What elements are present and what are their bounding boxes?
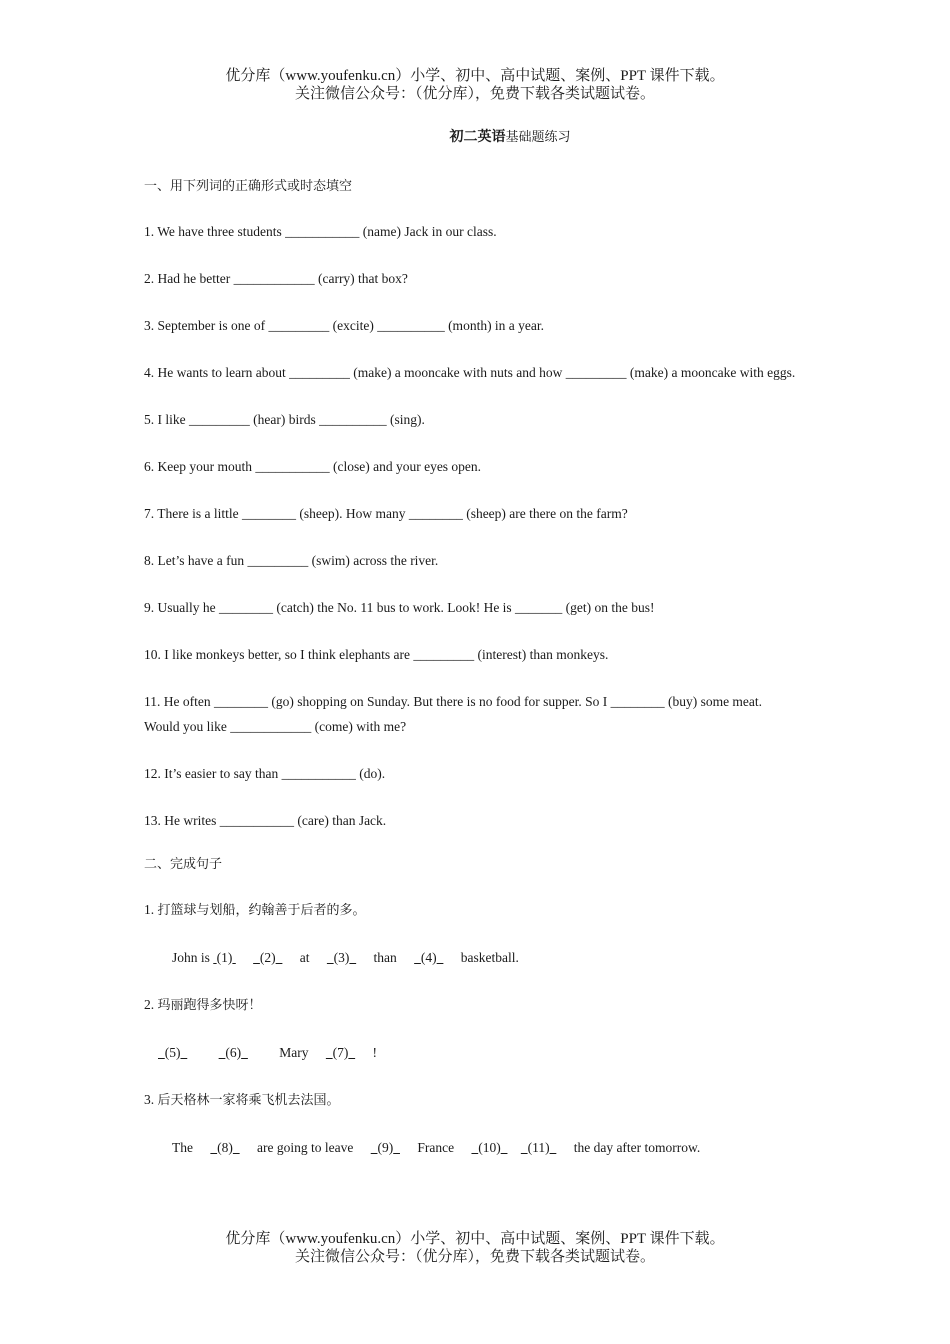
sentence-line-2 xyxy=(144,1040,809,1065)
translation-item-3 xyxy=(144,1087,809,1113)
translation-item-1 xyxy=(144,897,809,923)
blank-1: (1) xyxy=(216,950,233,965)
item-number: 3. xyxy=(144,1092,155,1107)
word: John is xyxy=(172,950,210,965)
question-6: 6. Keep your mouth ___________ (close) and your eyes open. xyxy=(144,459,482,474)
word: than xyxy=(373,950,397,965)
sentence-line-1 xyxy=(144,945,809,970)
blank-4: (4) xyxy=(420,950,437,965)
sentence-line-3 xyxy=(144,1135,809,1160)
header-line-1: 优分库（www.youfenku.cn）小学、初中、高中试题、案例、PPT 课件下载。 xyxy=(225,68,725,84)
question-9: 9. Usually he ________ (catch) the No. 11 bus to work. Look! He is _______ (get) on the bus! xyxy=(144,600,655,615)
page-footer xyxy=(0,1230,950,1266)
word: the day after tomorrow. xyxy=(573,1140,701,1155)
question-4: 4. He wants to learn about _________ (make) a mooncake with nuts and how _________ (make) a mooncake with eggs. xyxy=(144,365,796,380)
blank-7: (7) xyxy=(332,1045,349,1060)
blank-6: (6) xyxy=(225,1045,242,1060)
question-11: 11. He often ________ (go) shopping on Sunday. But there is no food for supper. So I ________ (buy) some meat. Would you like ____________ (come) with me? xyxy=(144,694,763,734)
word: at xyxy=(299,950,310,965)
section-1-heading: 一、用下列词的正确形式或时态填空 xyxy=(144,179,353,194)
word: basketball. xyxy=(460,950,519,965)
word: Mary xyxy=(279,1045,309,1060)
question-13: 13. He writes ___________ (care) than Jack. xyxy=(144,813,387,828)
blank-2: (2) xyxy=(259,950,276,965)
question-7: 7. There is a little ________ (sheep). How many ________ (sheep) are there on the farm? xyxy=(144,506,628,521)
blank-3: (3) xyxy=(333,950,350,965)
page-title xyxy=(0,128,950,147)
question-10: 10. I like monkeys better, so I think elephants are _________ (interest) than monkeys. xyxy=(144,647,609,662)
question-8: 8. Let’s have a fun _________ (swim) across the river. xyxy=(144,553,439,568)
question-12: 12. It’s easier to say than ___________ (do). xyxy=(144,766,386,781)
question-1: 1. We have three students ___________ (name) Jack in our class. xyxy=(144,224,497,239)
footer-line-2: 关注微信公众号：（优分库），免费下载各类试题试卷。 xyxy=(294,1249,655,1265)
blank-9: (9) xyxy=(377,1140,394,1155)
item-number: 2. xyxy=(144,997,155,1012)
word: ! xyxy=(372,1045,377,1060)
footer-line-1: 优分库（www.youfenku.cn）小学、初中、高中试题、案例、PPT 课件下载。 xyxy=(225,1231,725,1247)
translation-item-2 xyxy=(144,992,809,1018)
section-2-heading: 二、完成句子 xyxy=(144,857,223,872)
word: are going to leave xyxy=(257,1140,354,1155)
question-5: 5. I like _________ (hear) birds __________ (sing). xyxy=(144,412,425,427)
question-3: 3. September is one of _________ (excite) __________ (month) in a year. xyxy=(144,318,545,333)
blank-11: (11) xyxy=(527,1140,550,1155)
item-number: 1. xyxy=(144,902,155,917)
word: The xyxy=(172,1140,193,1155)
item-prompt: 打篮球与划船，约翰善于后者的多。 xyxy=(157,903,366,918)
question-2: 2. Had he better ____________ (carry) that box? xyxy=(144,271,408,286)
item-prompt: 玛丽跑得多快呀！ xyxy=(157,998,262,1013)
title-bold: 初二英语 xyxy=(449,129,506,145)
worksheet-content xyxy=(144,177,809,1182)
header-line-2: 关注微信公众号：（优分库），免费下载各类试题试卷。 xyxy=(294,86,655,102)
page-header xyxy=(0,67,950,103)
title-normal: 基础题练习 xyxy=(505,130,571,145)
blank-8: (8) xyxy=(217,1140,233,1155)
blank-5: (5) xyxy=(164,1045,181,1060)
blank-10: (10) xyxy=(478,1140,501,1155)
item-prompt: 后天格林一家将乘飞机去法国。 xyxy=(157,1093,340,1108)
word: France xyxy=(417,1140,455,1155)
